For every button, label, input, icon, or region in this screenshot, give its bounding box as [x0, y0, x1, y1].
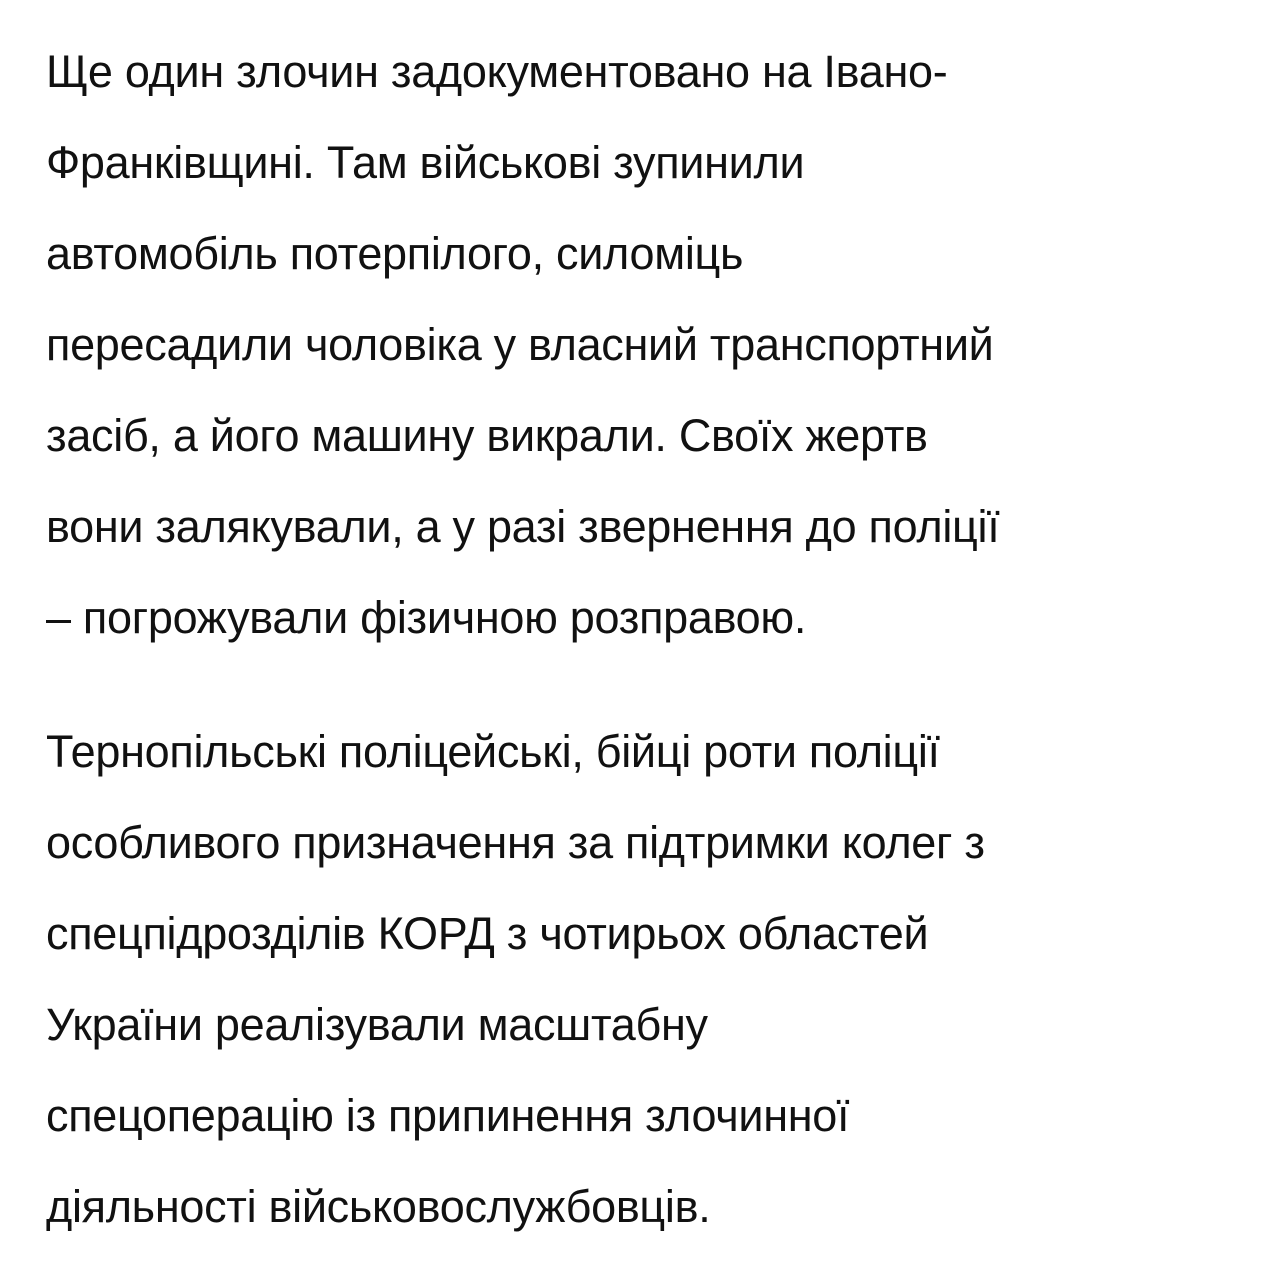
paragraph-vehicle-theft: Ще один злочин задокументовано на Івано- Франківщині. Там військові зупинили автомобіль потерпілого, силоміць пересадили чоловіка у власний транспортний засіб, а його машину викрали. Своїх жертв вони залякували, а у разі звернення до поліції – погрожували фізичною розправою.	[46, 46, 1000, 643]
paragraph-special-operation: Тернопільські поліцейські, бійці роти поліції особливого призначення за підтримки колег з спецпідрозділів КОРД з чотирьох областей України реалізували масштабну спецоперацію із припинення злочинної діяльності військовослужбовців.	[46, 726, 985, 1232]
